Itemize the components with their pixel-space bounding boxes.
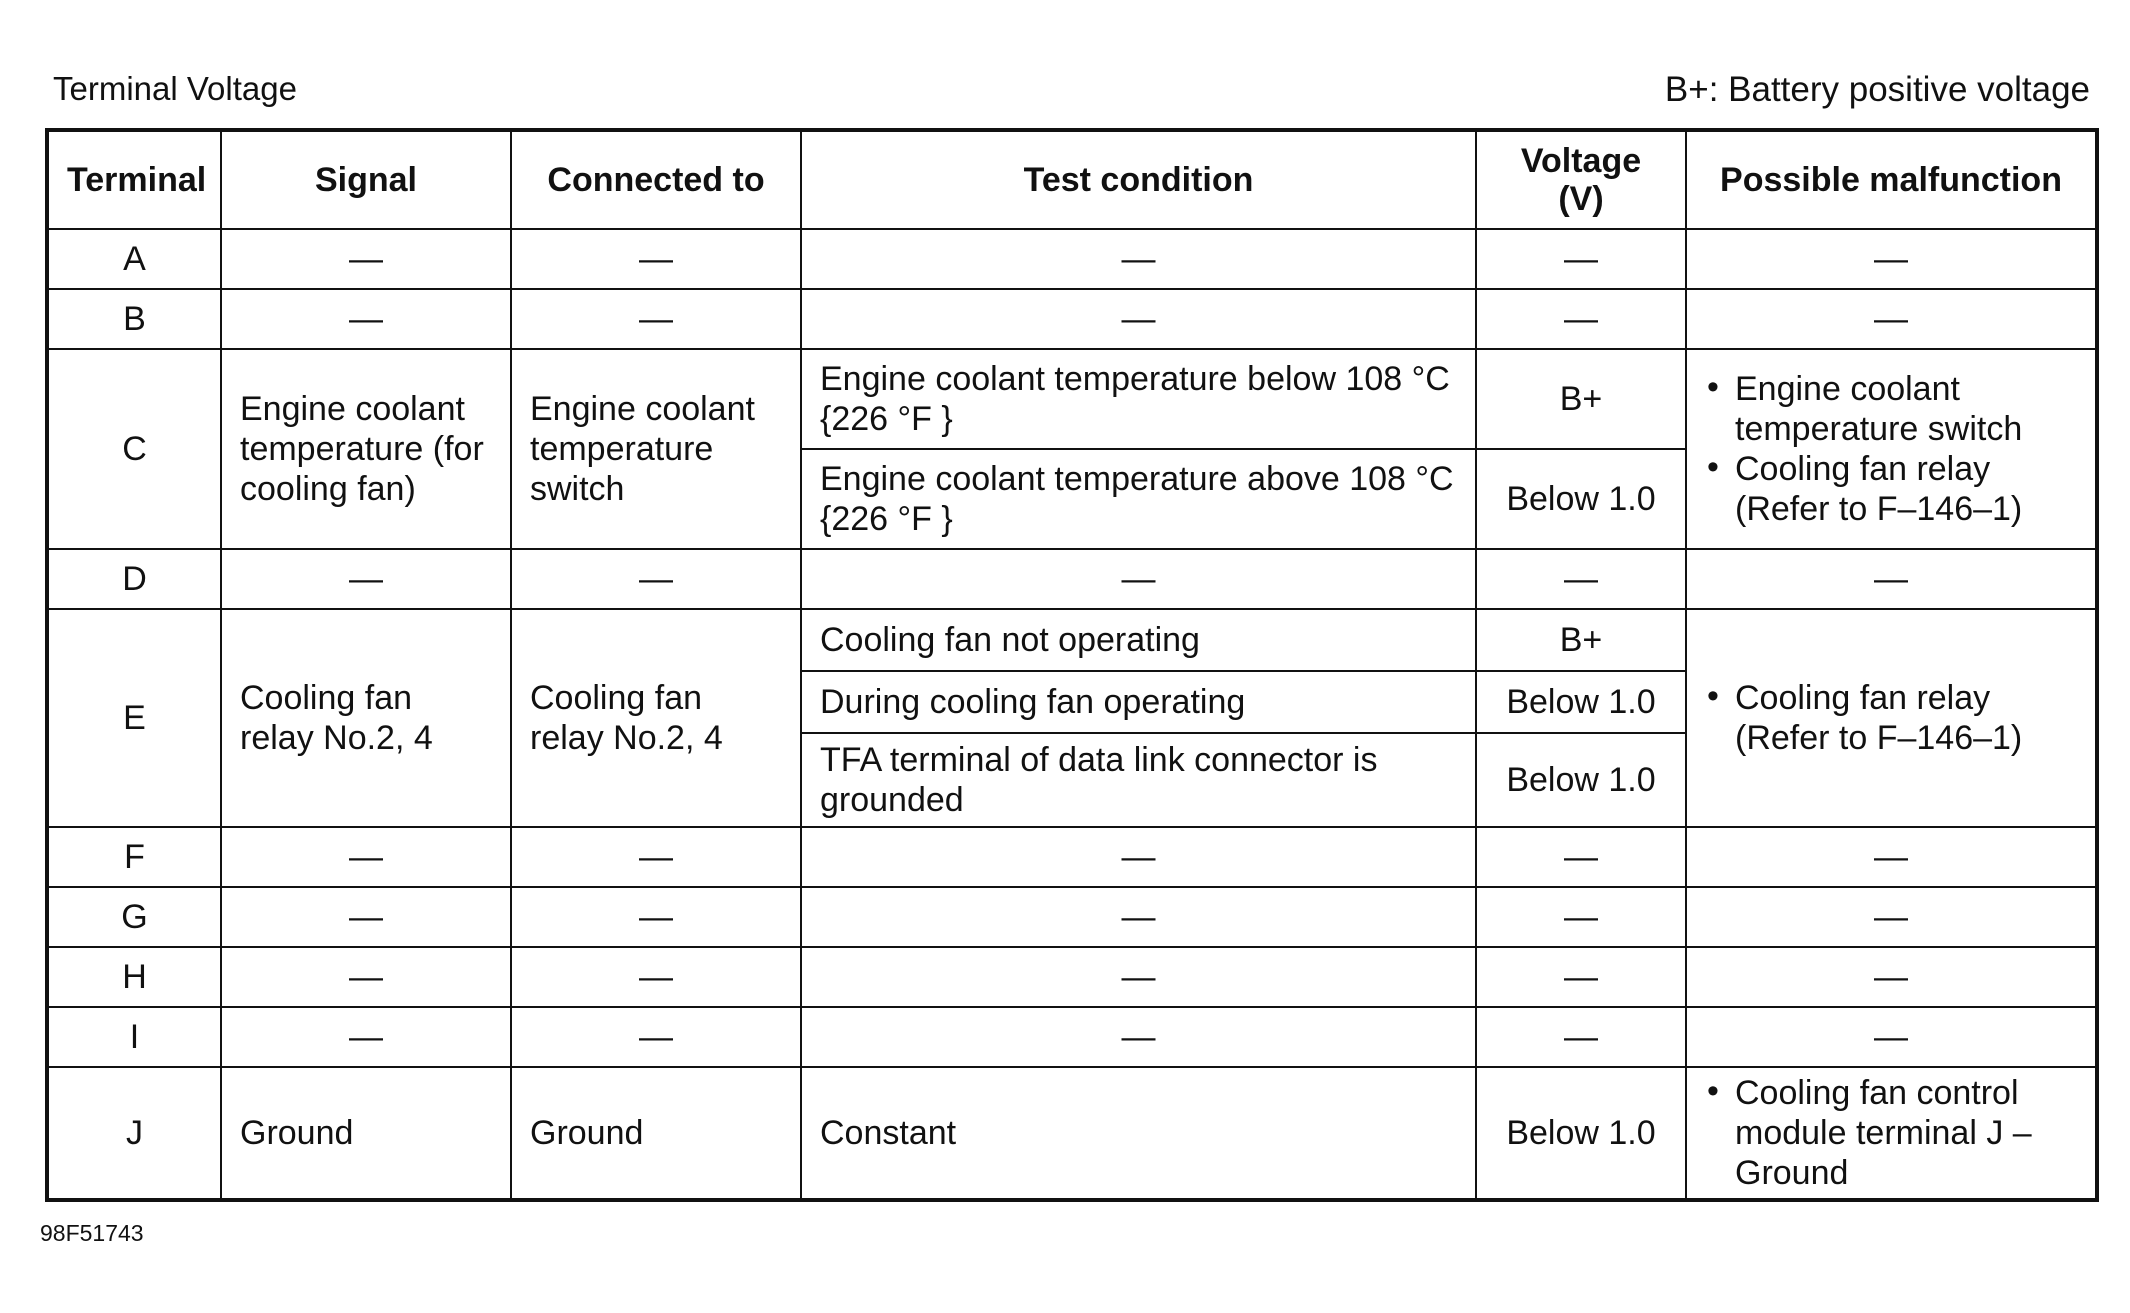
voltage-cell: B+ — [1476, 609, 1686, 671]
signal-cell: — — [221, 887, 511, 947]
terminal-cell: E — [47, 609, 221, 827]
connected-cell: — — [511, 289, 801, 349]
terminal-cell: F — [47, 827, 221, 887]
voltage-cell: — — [1476, 549, 1686, 609]
test-cell: Engine coolant temperature above 108 °C {226 °F } — [801, 449, 1476, 549]
voltage-cell: Below 1.0 — [1476, 671, 1686, 733]
terminal-cell: C — [47, 349, 221, 549]
test-cell: TFA terminal of data link connector is grounded — [801, 733, 1476, 827]
malfunction-cell: — — [1686, 549, 2097, 609]
signal-cell: — — [221, 289, 511, 349]
malfunction-cell: — — [1686, 1007, 2097, 1067]
signal-cell: Cooling fan relay No.2, 4 — [221, 609, 511, 827]
test-cell: Constant — [801, 1067, 1476, 1200]
table-row — [47, 1067, 2097, 1200]
header-terminal: Terminal — [47, 130, 221, 229]
terminal-cell: D — [47, 549, 221, 609]
malfunction-cell — [1686, 349, 2097, 549]
test-cell: — — [801, 827, 1476, 887]
table-row — [47, 229, 2097, 289]
table-row — [47, 549, 2097, 609]
voltage-cell: Below 1.0 — [1476, 449, 1686, 549]
malfunction-cell: — — [1686, 827, 2097, 887]
terminal-cell: G — [47, 887, 221, 947]
test-cell: During cooling fan operating — [801, 671, 1476, 733]
table-row — [47, 349, 2097, 449]
test-cell: — — [801, 289, 1476, 349]
table-row — [47, 1007, 2097, 1067]
malfunction-item: • Cooling fan control module terminal J –Ground — [1735, 1073, 2077, 1193]
connected-cell: — — [511, 947, 801, 1007]
test-cell: Engine coolant temperature below 108 °C {226 °F } — [801, 349, 1476, 449]
battery-legend: B+: Battery positive voltage — [1664, 70, 2090, 109]
terminal-cell: A — [47, 229, 221, 289]
test-cell: Cooling fan not operating — [801, 609, 1476, 671]
terminal-cell: B — [47, 289, 221, 349]
connected-cell: Cooling fan relay No.2, 4 — [511, 609, 801, 827]
signal-cell: — — [221, 1007, 511, 1067]
test-cell: — — [801, 947, 1476, 1007]
table-row — [47, 827, 2097, 887]
connected-cell: Ground — [511, 1067, 801, 1200]
signal-cell: Ground — [221, 1067, 511, 1200]
test-cell: — — [801, 887, 1476, 947]
table-row — [47, 947, 2097, 1007]
connected-cell: — — [511, 887, 801, 947]
table-row — [47, 887, 2097, 947]
page-title: Terminal Voltage — [53, 70, 297, 107]
malfunction-cell — [1686, 1067, 2097, 1200]
test-cell: — — [801, 229, 1476, 289]
malfunction-cell: — — [1686, 229, 2097, 289]
voltage-cell: Below 1.0 — [1476, 733, 1686, 827]
malfunction-list — [1705, 678, 2077, 758]
header-test-condition: Test condition — [801, 130, 1476, 229]
voltage-cell: — — [1476, 827, 1686, 887]
voltage-cell: B+ — [1476, 349, 1686, 449]
table-row — [47, 289, 2097, 349]
header-connected-to: Connected to — [511, 130, 801, 229]
test-cell: — — [801, 549, 1476, 609]
table-row — [47, 609, 2097, 671]
voltage-cell: — — [1476, 289, 1686, 349]
terminal-voltage-table — [45, 128, 2099, 1202]
signal-cell: Engine coolant temperature (for cooling fan) — [221, 349, 511, 549]
header-voltage: Voltage (V) — [1476, 130, 1686, 229]
voltage-cell: — — [1476, 229, 1686, 289]
malfunction-cell: — — [1686, 947, 2097, 1007]
connected-cell: — — [511, 1007, 801, 1067]
connected-cell: — — [511, 827, 801, 887]
connected-cell: Engine coolant temperature switch — [511, 349, 801, 549]
signal-cell: — — [221, 549, 511, 609]
connected-cell: — — [511, 229, 801, 289]
connected-cell: — — [511, 549, 801, 609]
voltage-cell: Below 1.0 — [1476, 1067, 1686, 1200]
terminal-cell: J — [47, 1067, 221, 1200]
signal-cell: — — [221, 827, 511, 887]
voltage-cell: — — [1476, 1007, 1686, 1067]
malfunction-cell: — — [1686, 289, 2097, 349]
malfunction-list — [1705, 369, 2077, 529]
table-header-row — [47, 130, 2097, 229]
malfunction-item: • Cooling fan relay (Refer to F–146–1) — [1735, 678, 2077, 758]
header-signal: Signal — [221, 130, 511, 229]
test-cell: — — [801, 1007, 1476, 1067]
figure-code: 98F51743 — [40, 1220, 144, 1246]
malfunction-cell — [1686, 609, 2097, 827]
malfunction-item: • Engine coolant temperature switch — [1735, 369, 2077, 449]
signal-cell: — — [221, 947, 511, 1007]
voltage-cell: — — [1476, 947, 1686, 1007]
malfunction-cell: — — [1686, 887, 2097, 947]
signal-cell: — — [221, 229, 511, 289]
header-malfunction: Possible malfunction — [1686, 130, 2097, 229]
terminal-cell: H — [47, 947, 221, 1007]
terminal-cell: I — [47, 1007, 221, 1067]
malfunction-list — [1705, 1073, 2077, 1193]
voltage-cell: — — [1476, 887, 1686, 947]
malfunction-item: • Cooling fan relay (Refer to F–146–1) — [1735, 449, 2077, 529]
